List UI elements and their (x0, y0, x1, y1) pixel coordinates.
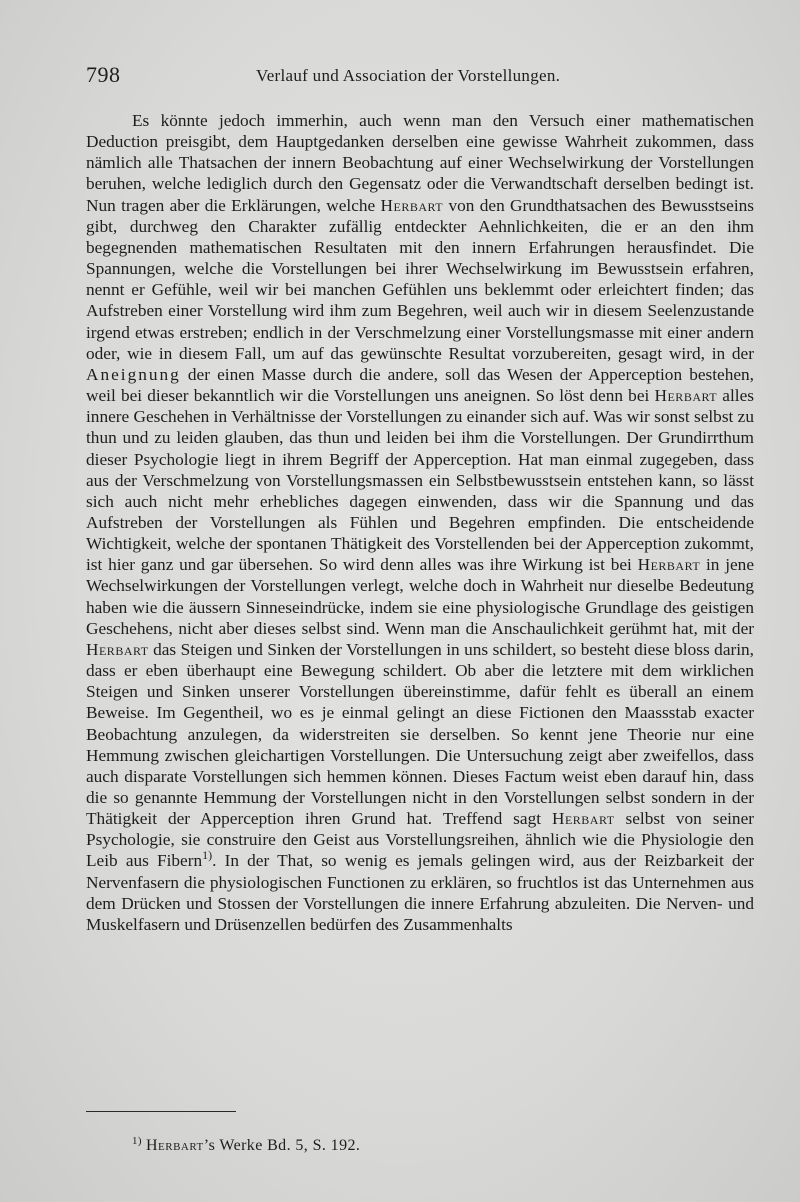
author-name-herbart: Herbart (551, 809, 615, 829)
text-segment: . In der That, so wenig es jemals gelingen wird, aus der Reizbarkeit der Nervenfasern die physiologischen Functionen zu erklären, so fruchtlos ist das Unternehmen aus dem Drücken und Stossen der Vorstellungen die innere Erfahrung abzuleiten. Die Nerven- und Muskelfasern und Drüsenzellen bedürfen des Zusammenhalts (86, 851, 755, 934)
footnote-reference[interactable]: 1) (202, 848, 213, 863)
footnote-divider (86, 1111, 236, 1112)
page-number: 798 (86, 62, 121, 87)
text-segment: Es könnte jedoch immerhin, auch wenn man den Versuch einer mathematischen Deduction preisgibt, dem Hauptgedanken derselben eine gewisse Wahrheit zukommen, dass nämlich alle Thatsachen der innern Beobachtung auf einer Wechselwirkung der Vorstellungen beruhen, welche lediglich durch den Gegensatz oder die Verwandtschaft derselben bedingt ist. Nun tragen aber die Erklärungen, welche (86, 111, 754, 215)
author-name-herbart: Herbart (637, 555, 701, 575)
running-title: Verlauf und Association der Vorstellungen. (256, 66, 561, 85)
text-segment: von den Grundthatsachen des Bewusstseins gibt, durchweg den Charakter zufällig entdeckter Aehnlichkeiten, die er an den ihm begegnenden mathematischen Resultaten mit den innern Erfahrungen herausfindet. Die Spannungen, welche die Vorstellungen bei ihrer Wechselwirkung im Bewusstsein erfahren, nennt er Gefühle, weil wir bei manchen Gefühlen uns beklemmt oder erleichtert finden; das Aufstreben einer Vorstellung wird ihm zum Begehren, weil auch wir in diesem Seelenzustande irgend etwas erstreben; endlich in der Verschmelzung einer Vorstellungsmasse mit einer andern oder, wie in diesem Fall, um auf das gewünschte Resultat vorzubereiten, gesagt wird, in der (86, 195, 754, 363)
running-head (86, 62, 756, 92)
text-segment: alles innere Geschehen in Verhältnisse der Vorstellungen zu einander sich auf. Was wir sonst selbst zu thun und zu leiden glauben, das thun und leiden bei ihm die Vorstellungen. Der Grundirrthum dieser Psychologie liegt in ihrem Begriff der Apperception. Hat man einmal zugegeben, dass aus der Verschmelzung von Vorstellungsmassen ein Selbstbewusstsein entstehen kann, so lässt sich auch nicht mehr erhebliches dagegen einwenden, dass wir die Spannung und das Aufstreben der Vorstellungen als Fühlen und Begehren empfinden. Die entscheidende Wichtigkeit, welche der spontanen Thätigkeit des Vorstellenden bei der Apperception zukommt, ist hier ganz und gar übersehen. So wird denn alles was ihre Wirkung ist bei (86, 386, 754, 575)
text-segment: in jene Wechselwirkungen der Vorstellungen verlegt, welche doch in Wahrheit nur dieselbe Bedeutung haben wie die äussern Sinneseindrücke, indem sie eine physiologische Grundlage des geistigen Geschehens, nicht aber dieses selbst sind. Wenn man die Anschaulichkeit gerühmt hat, mit der (86, 555, 754, 638)
emphasis-aneignung: Aneignung (86, 364, 181, 384)
text-segment: selbst von seiner Psychologie, sie construire den Geist aus Vorstellungsreihen, ähnlich wie die Physiologie den Leib aus Fibern (86, 809, 754, 871)
author-name-herbart: Herbart (654, 386, 718, 406)
footnote-author: Herbart (145, 1137, 204, 1154)
author-name-herbart: Herbart (86, 639, 149, 659)
author-name-herbart: Herbart (380, 195, 444, 215)
text-segment: das Steigen und Sinken der Vorstellungen in uns schildert, so besteht diese bloss darin, dass er eben überhaupt eine Bewegung schildert. Ob aber die letztere mit dem wirklichen Steigen und Sinken unserer Vorstellungen übereinstimme, dafür fehlt es überall an einem Beweise. Im Gegentheil, wo es je einmal gelingt an diese Fictionen den Maassstab exacter Beobachtung anzulegen, da widerstreiten sie derselben. So kennt jene Theorie nur eine Hemmung zwischen gleichartigen Vorstellungen. Die Untersuchung zeigt aber zweifellos, dass auch disparate Vorstellungen sich hemmen können. Dieses Factum weist eben darauf hin, dass die so genannte Hemmung der Vorstellungen nicht in den Vorstellungen selbst sondern in der Thätigkeit der Apperception ihren Grund hat. Treffend sagt (86, 639, 754, 829)
body-paragraph (86, 110, 754, 935)
footnote (132, 1134, 361, 1155)
footnote-text: ’s Werke Bd. 5, S. 192. (203, 1137, 361, 1154)
footnote-mark: 1) (132, 1134, 142, 1147)
text-segment: der einen Masse durch die andere, soll das Wesen der Apperception bestehen, weil bei dieser bekanntlich wir die Vorstellungen uns aneignen. So löst denn bei (86, 364, 754, 406)
